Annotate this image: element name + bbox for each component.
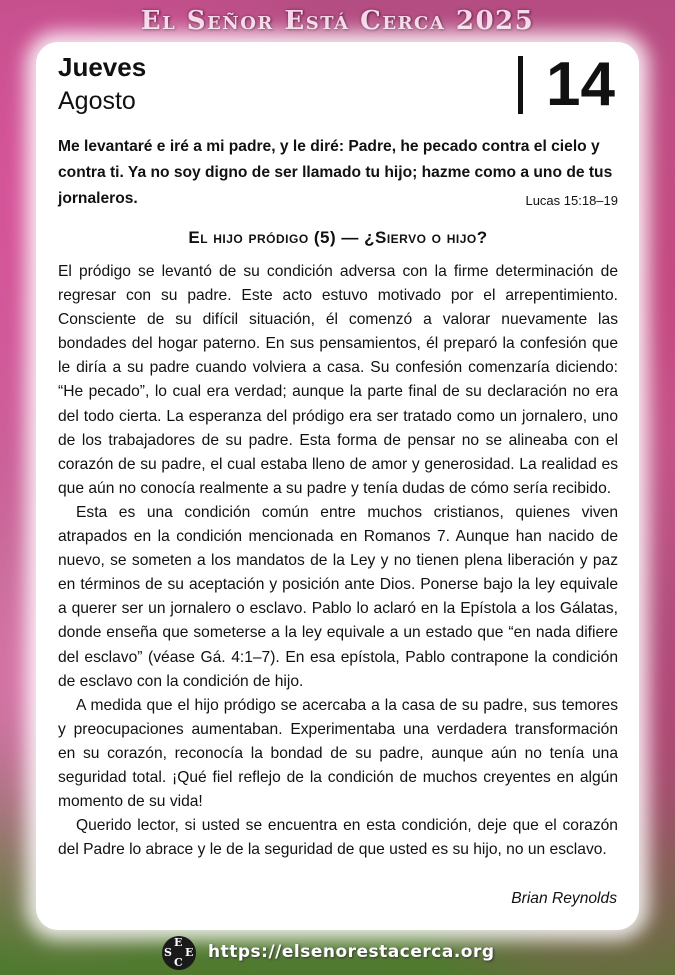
weekday: Jueves xyxy=(58,52,147,82)
paragraph: A medida que el hijo pródigo se acercaba a la casa de su padre, sus temores y preocupaciones aumentaban. Experimentaba una verdadera transformación en su corazón, reconocía la bondad de su padre, aunque aún no tenía una seguridad total. ¡Qué fiel reflejo de la condición de muchos creyentes en algún momento de su vida! xyxy=(58,696,618,811)
month: Agosto xyxy=(58,87,136,115)
paragraph: El pródigo se levantó de su condición adversa con la firme determinación de regresar con su padre. Este acto estuvo motivado por el arrepentimiento. Consciente de su difícil situación, él comenzó a valorar nuevamente las bondades del hogar paterno. En sus pensamientos, él preparó la confesión que le diría a su padre cuando volviera a casa. Su confesión comenzaría diciendo: “He pecado”, lo cual era verdad; aunque la parte final de su declaración no era del todo cierta. La esperanza del pródigo era ser tratado como un jornalero, uno de los trabajadores de su padre. Esta forma de pensar no se alineaba con el corazón de su padre, el cual estaba lleno de amor y generosidad. La realidad es que aún no conocía realmente a su padre y tenía dudas de cómo sería recibido. xyxy=(58,263,618,497)
day-number: 14 xyxy=(546,50,615,119)
devotional-title: El hijo pródigo (5) — ¿Siervo o hijo? xyxy=(188,228,488,247)
logo-letter: S xyxy=(164,946,172,959)
logo-letter: C xyxy=(174,956,183,969)
logo-letter: E xyxy=(174,936,183,949)
banner-title: El Señor Está Cerca 2025 xyxy=(140,6,535,36)
paragraph: Querido lector, si usted se encuentra en esta condición, deje que el corazón del Padre lo abrace y le de la seguridad de que usted es su hijo, no un esclavo. xyxy=(58,817,618,859)
author: Brian Reynolds xyxy=(511,890,617,907)
devotional-card xyxy=(36,42,639,930)
logo-icon xyxy=(162,936,196,970)
website-link[interactable]: https://elsenorestacerca.org xyxy=(208,942,495,962)
verse-text: Me levantaré e iré a mi padre, y le diré: Padre, he pecado contra el cielo y contra ti. Ya no soy digno de ser llamado tu hijo; hazme como a uno de tus jornaleros. xyxy=(58,138,613,207)
date-divider xyxy=(518,56,523,114)
bible-verse xyxy=(58,134,618,214)
footer xyxy=(0,936,675,972)
devotional-body xyxy=(58,260,618,862)
logo-letter: E xyxy=(185,946,194,959)
paragraph: Esta es una condición común entre muchos cristianos, quienes viven atrapados en la condición mencionada en Romanos 7. Aunque han nacido de nuevo, se someten a los mandatos de la Ley y no tienen plena liberación y paz en términos de su aceptación y posición ante Dios. Ponerse bajo la ley equivale a querer ser un jornalero o esclavo. Pablo lo aclaró en la Epístola a los Gálatas, donde enseña que someterse a la ley equivale a un estado que “en nada difiere del esclavo” (véase Gá. 4:1–7). En esa epístola, Pablo contrapone la condición de esclavo con la condición de hijo. xyxy=(58,503,618,690)
verse-reference: Lucas 15:18–19 xyxy=(525,193,618,208)
